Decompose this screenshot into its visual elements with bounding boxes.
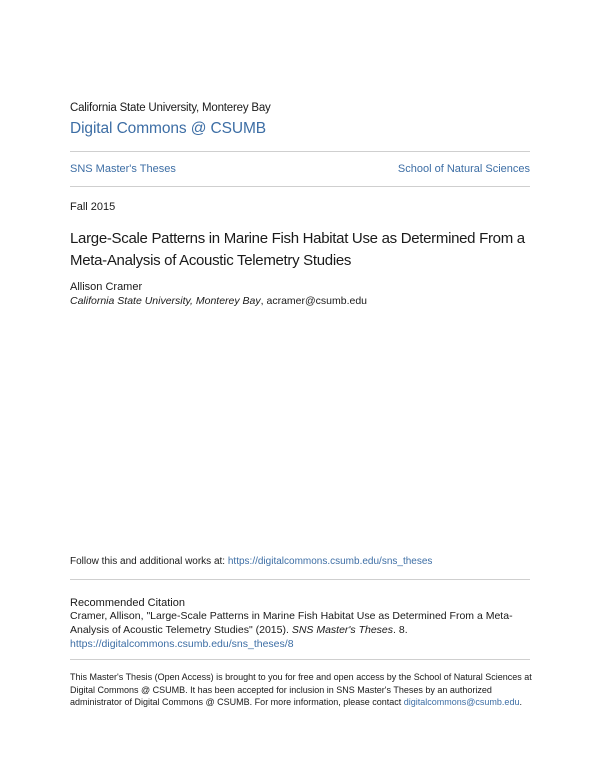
citation-url-link[interactable]: https://digitalcommons.csumb.edu/sns_theses/8	[70, 638, 294, 650]
follow-text: Follow this and additional works at:	[70, 556, 228, 567]
institution-name: California State University, Monterey Bay	[70, 102, 271, 114]
document-title: Large-Scale Patterns in Marine Fish Habitat Use as Determined From a Meta-Analysis of Acoustic Telemetry Studies	[70, 230, 525, 269]
divider-citation	[70, 579, 530, 580]
school-link[interactable]: School of Natural Sciences	[397, 163, 530, 175]
series-link[interactable]: SNS Master's Theses	[70, 163, 176, 175]
divider-nav	[70, 186, 530, 187]
follow-url-link[interactable]: https://digitalcommons.csumb.edu/sns_theses	[227, 556, 433, 567]
citation-number: . 8.	[393, 624, 408, 636]
author-email: acramer@csumb.edu	[266, 295, 368, 307]
contact-email-link[interactable]: digitalcommons@csumb.edu	[403, 697, 520, 707]
divider-top	[70, 151, 530, 152]
follow-line	[70, 556, 432, 567]
repository-link[interactable]: Digital Commons @ CSUMB	[70, 120, 267, 137]
author-name: Allison Cramer	[70, 281, 143, 293]
citation-series: SNS Master's Theses	[291, 624, 394, 636]
affiliation-text: California State University, Monterey Bay	[70, 295, 261, 307]
citation-heading: Recommended Citation	[70, 597, 185, 609]
author-affiliation: California State University, Monterey Bay, acramer@csumb.edu	[70, 295, 368, 307]
notice-text: This Master's Thesis (Open Access) is brought to you for free and open access by the School of Natural Sciences at Digital Commons @ CSUMB. It has been accepted for inclusion in SNS Master's Theses by an authorized administrator of Digital Commons @ CSUMB. For more information, please contact	[70, 672, 532, 707]
citation-text: Cramer, Allison, "Large-Scale Patterns in Marine Fish Habitat Use as Determined From a Meta-Analysis of Acoustic Telemetry Studies" (2015).	[70, 610, 513, 636]
access-notice: This Master's Thesis (Open Access) is brought to you for free and open access by the School of Natural Sciences at Digital Commons @ CSUMB. It has been accepted for inclusion in SNS Master's Theses by an authorized administrator of Digital Commons @ CSUMB. For more information, please contact digitalcommons@csumb.edu.	[70, 672, 532, 707]
citation-body	[70, 609, 540, 651]
divider-notice	[70, 659, 530, 660]
publication-date: Fall 2015	[70, 201, 116, 213]
